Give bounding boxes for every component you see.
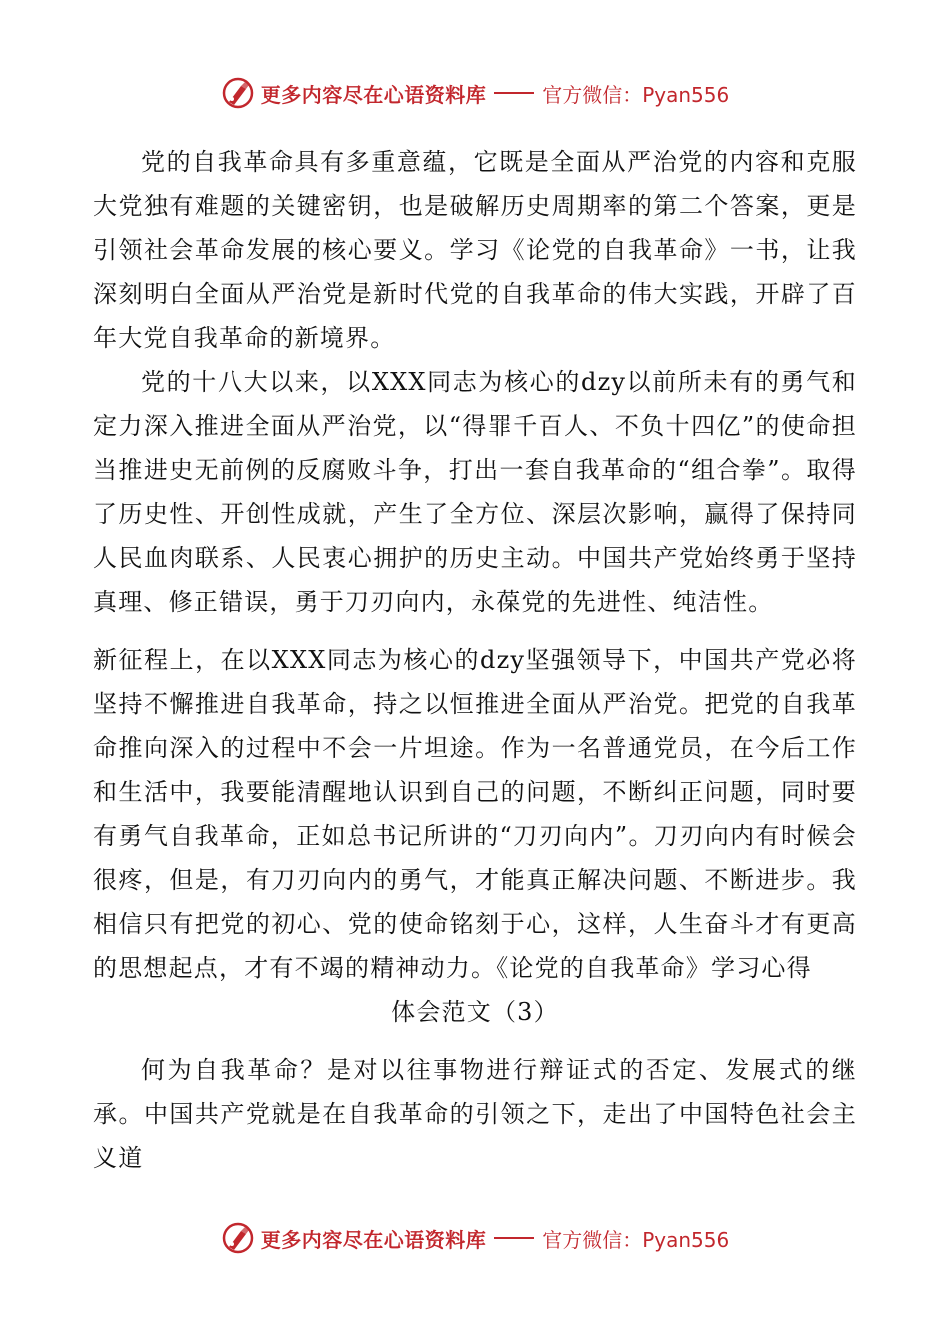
paragraph-3: 新征程上，在以XXX同志为核心的dzy坚强领导下，中国共产党必将坚持不懈推进自我革命，持之以恒推进全面从严治党。把党的自我革命推向深入的过程中不会一片坦途。作为一名普通党员，在今后工作和生活中，我要能清醒地认识到自己的问题，不断纠正问题，同时要有勇气自我革命，正如总书记所讲的“刀刃向内”。刀刃向内有时候会很疼，但是，有刀刃向内的勇气，才能真正解决问题、不断进步。我相信只有把党的初心、党的使命铭刻于心，这样，人生奋斗才有更高的思想起点，才有不竭的精神动力。《论党的自我革命》学习心得 <box>93 646 857 982</box>
paragraph-4: 何为自我革命？是对以往事物进行辩证式的否定、发展式的继承。中国共产党就是在自我革命的引领之下，走出了中国特色社会主义道 <box>93 1056 857 1172</box>
header-contact-text: 官方微信：Pyan556 <box>542 82 730 107</box>
footer-contact-text: 官方微信：Pyan556 <box>542 1227 730 1252</box>
header-dash <box>494 92 534 94</box>
paragraph-1: 党的自我革命具有多重意蕴，它既是全面从严治党的内容和克服大党独有难题的关键密钥，也是破解历史周期率的第二个答案，更是引领社会革命发展的核心要义。学习《论党的自我革命》一书，让我深刻明白全面从严治党是新时代党的自我革命的伟大实践，开辟了百年大党自我革命的新境界。 <box>93 148 857 352</box>
paragraph-gap <box>93 1034 857 1048</box>
paragraph-gap <box>93 624 857 638</box>
paragraph-2: 党的十八大以来，以XXX同志为核心的dzy以前所未有的勇气和定力深入推进全面从严治党，以“得罪千百人、不负十四亿”的使命担当推进史无前例的反腐败斗争，打出一套自我革命的“组合拳”。取得了历史性、开创性成就，产生了全方位、深层次影响，赢得了保持同人民血肉联系、人民衷心拥护的历史主动。中国共产党始终勇于坚持真理、修正错误，勇于刀刃向内，永葆党的先进性、纯洁性。 <box>93 368 857 616</box>
footer-banner <box>0 1218 950 1258</box>
section-heading-tail: 体会范文（3） <box>391 998 559 1026</box>
footer-dash <box>494 1237 534 1239</box>
document-body <box>93 140 857 1180</box>
pen-logo-icon <box>221 76 255 110</box>
header-banner <box>0 73 950 113</box>
footer-brand-text: 更多内容尽在心语资料库 <box>260 1227 487 1252</box>
header-brand-text: 更多内容尽在心语资料库 <box>260 82 487 107</box>
pen-logo-icon <box>221 1221 255 1255</box>
